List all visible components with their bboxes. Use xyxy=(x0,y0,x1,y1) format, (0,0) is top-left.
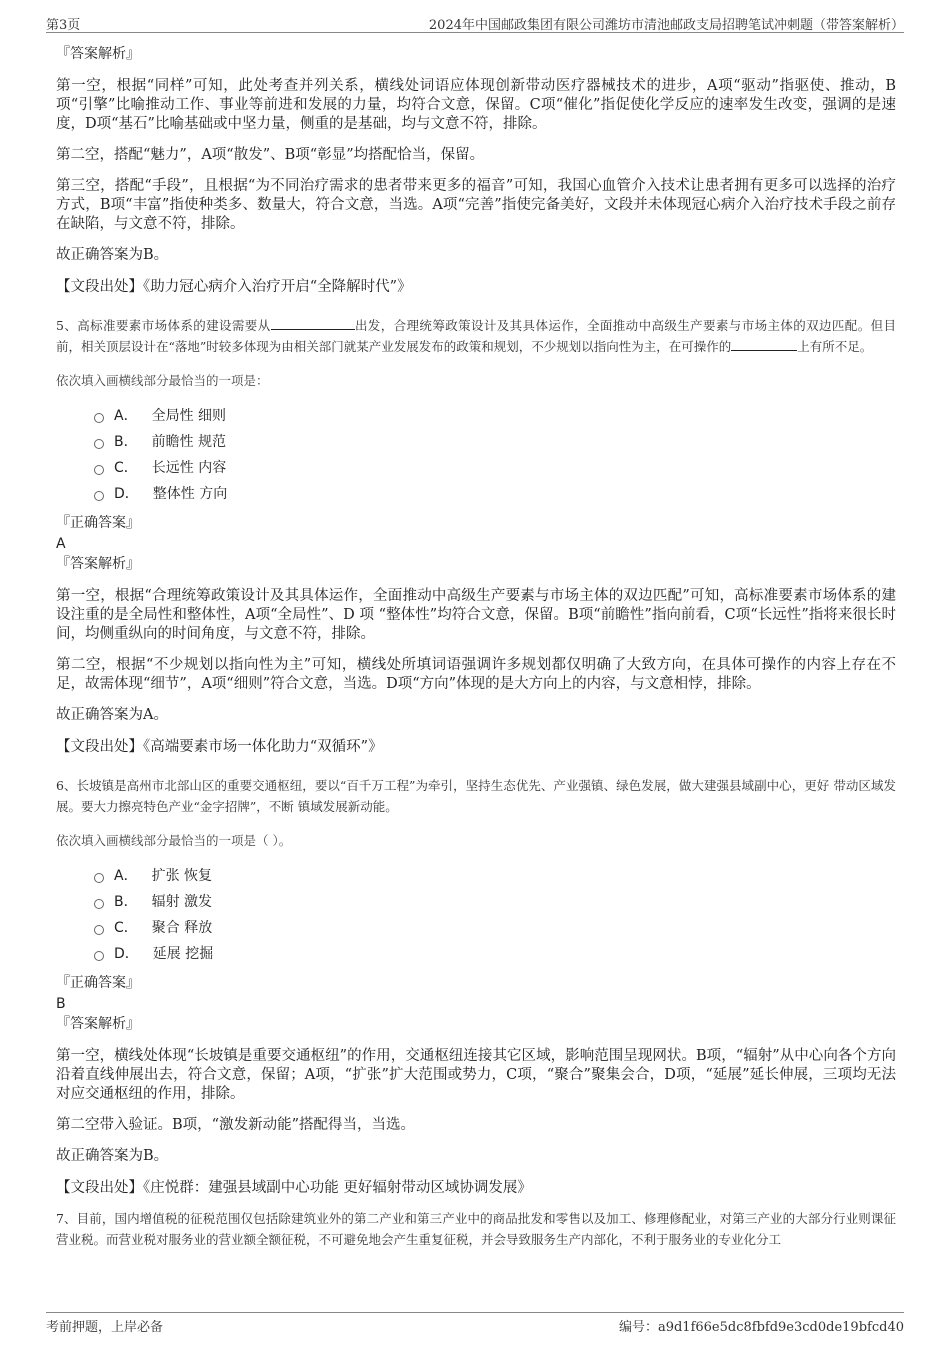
footer-slogan: 考前押题，上岸必备 xyxy=(46,1320,164,1335)
option-c[interactable]: C． 长远性 内容 xyxy=(94,455,896,481)
option-d[interactable]: D． 延展 挖掘 xyxy=(94,941,896,967)
document-code: 编号：a9d1f66e5dc8fbfd9e3cd0de19bfcd40 xyxy=(618,1320,904,1335)
page-number: 第3页 xyxy=(46,18,81,33)
option-d[interactable]: D． 整体性 方向 xyxy=(94,481,896,507)
page-content xyxy=(56,44,896,1250)
radio-icon[interactable] xyxy=(94,413,104,423)
q6-conclusion: 故正确答案为B。 xyxy=(56,1148,169,1164)
q4-analysis-para1: 第一空，根据“同样”可知，此处考查并列关系，横线处词语应体现创新带动医疗器械技术的进步，A项“驱动”指驱使、推动，B项“引擎”比喻推动工作、事业等前进和发展的力量，均符合文意，保留。C项“催化”指促使化学反应的速率发生改变，强调的是速度，D项“基石”比喻基础或中坚力量，侧重的是基础，均与文意不符，排除。 xyxy=(56,78,896,132)
q5-analysis-para2: 第二空，根据“不少规划以指向性为主”可知，横线处所填词语强调许多规划都仅明确了大致方向，在具体可操作的内容上存在不足，故需体现“细节”，A项“细则”符合文意，当选。D项“方向”体现的是大方向上的内容，与文意相悖，排除。 xyxy=(56,657,896,692)
radio-icon[interactable] xyxy=(94,465,104,475)
correct-answer-label: 『正确答案』 xyxy=(56,515,140,531)
q5-prompt: 依次填入画横线部分最恰当的一项是： xyxy=(56,373,269,388)
analysis-label: 『答案解析』 xyxy=(56,46,140,62)
option-a[interactable]: A． 全局性 细则 xyxy=(94,403,896,429)
option-b[interactable]: B． 辐射 激发 xyxy=(94,889,896,915)
document-title: 2024年中国邮政集团有限公司潍坊市清池邮政支局招聘笔试冲刺题（带答案解析） xyxy=(428,18,904,33)
option-a[interactable]: A． 扩张 恢复 xyxy=(94,863,896,889)
radio-icon[interactable] xyxy=(94,873,104,883)
radio-icon[interactable] xyxy=(94,951,104,961)
q4-source: 【文段出处】《助力冠心病介入治疗开启“全降解时代”》 xyxy=(56,279,412,295)
q7-stem: 7、目前，国内增值税的征税范围仅包括除建筑业外的第二产业和第三产业中的商品批发和零售以及加工、修理修配业，对第三产业的大部分行业则课征营业税。而营业税对服务业的营业额全额征税，不可避免地会产生重复征税，并会导致服务生产内部化，不利于服务业的专业化分工 xyxy=(56,1211,896,1247)
q4-analysis-para3: 第三空，搭配“手段”，且根据“为不同治疗需求的患者带来更多的福音”可知，我国心血管介入技术让患者拥有更多可以选择的治疗方式，B项“丰富”指使种类多、数量大，符合文意，当选。A项“完善”指使完备美好，文段并未体现冠心病介入治疗技术手段之前存在缺陷，与文意不符，排除。 xyxy=(56,178,896,232)
correct-answer-label: 『正确答案』 xyxy=(56,975,140,991)
q6-analysis-para2: 第二空带入验证。B项，“激发新动能”搭配得当，当选。 xyxy=(56,1117,415,1133)
q5-stem: 5、高标准要素市场体系的建设需要从 出发，合理统筹政策设计及其具体运作，全面推动中高级生产要素与市场主体的双边匹配。但目前，相关顶层设计在“落地”时较多体现为由相关部门就某产业发展发布的政策和规划，不少规划以指向性为主，在可操作的 上有所不足。 xyxy=(56,318,896,354)
q6-prompt: 依次填入画横线部分最恰当的一项是（ ）。 xyxy=(56,833,292,848)
page-footer xyxy=(46,1312,904,1333)
analysis-label: 『答案解析』 xyxy=(56,1016,140,1032)
q5-conclusion: 故正确答案为A。 xyxy=(56,707,168,723)
q5-answer: A xyxy=(56,536,66,552)
blank-line xyxy=(731,337,797,351)
q6-analysis-para1: 第一空，横线处体现“长坡镇是重要交通枢纽”的作用，交通枢纽连接其它区域，影响范围呈现网状。B项，“辐射”从中心向各个方向沿着直线伸展出去，符合文意，保留；A项，“扩张”扩大范围或势力，C项，“聚合”聚集会合，D项，“延展”延长伸展，三项均无法对应交通枢纽的作用，排除。 xyxy=(56,1048,896,1102)
q4-analysis-para2: 第二空，搭配“魅力”，A项“散发”、B项“彰显”均搭配恰当，保留。 xyxy=(56,147,485,163)
option-c[interactable]: C． 聚合 释放 xyxy=(94,915,896,941)
q6-answer: B xyxy=(56,996,66,1012)
blank-line xyxy=(271,316,355,330)
q5-options xyxy=(94,403,896,507)
radio-icon[interactable] xyxy=(94,491,104,501)
radio-icon[interactable] xyxy=(94,899,104,909)
q4-conclusion: 故正确答案为B。 xyxy=(56,247,169,263)
q6-options xyxy=(94,863,896,967)
q5-analysis-para1: 第一空，根据“合理统筹政策设计及其具体运作，全面推动中高级生产要素与市场主体的双边匹配”可知，高标准要素市场体系的建设注重的是全局性和整体性，A项“全局性”、D 项 “整体性”均符合文意，保留。B项“前瞻性”指向前看，C项“长远性”指将来很长时间，均侧重纵向的时间角度，与文意不符，排除。 xyxy=(56,588,896,642)
q6-stem: 6、长坡镇是高州市北部山区的重要交通枢纽，要以“百千万工程”为牵引，坚持生态优先、产业强镇、绿色发展，做大建强县域副中心，更好 带动区域发展。要大力擦亮特色产业“金字招牌”，不断 镇域发展新动能。 xyxy=(56,778,896,814)
q6-source: 【文段出处】《庄悦群：建强县域副中心功能 更好辐射带动区域协调发展》 xyxy=(56,1180,532,1196)
q5-source: 【文段出处】《高端要素市场一体化助力“双循环”》 xyxy=(56,739,383,755)
option-b[interactable]: B． 前瞻性 规范 xyxy=(94,429,896,455)
radio-icon[interactable] xyxy=(94,925,104,935)
analysis-label: 『答案解析』 xyxy=(56,556,140,572)
page-header xyxy=(46,12,904,33)
radio-icon[interactable] xyxy=(94,439,104,449)
